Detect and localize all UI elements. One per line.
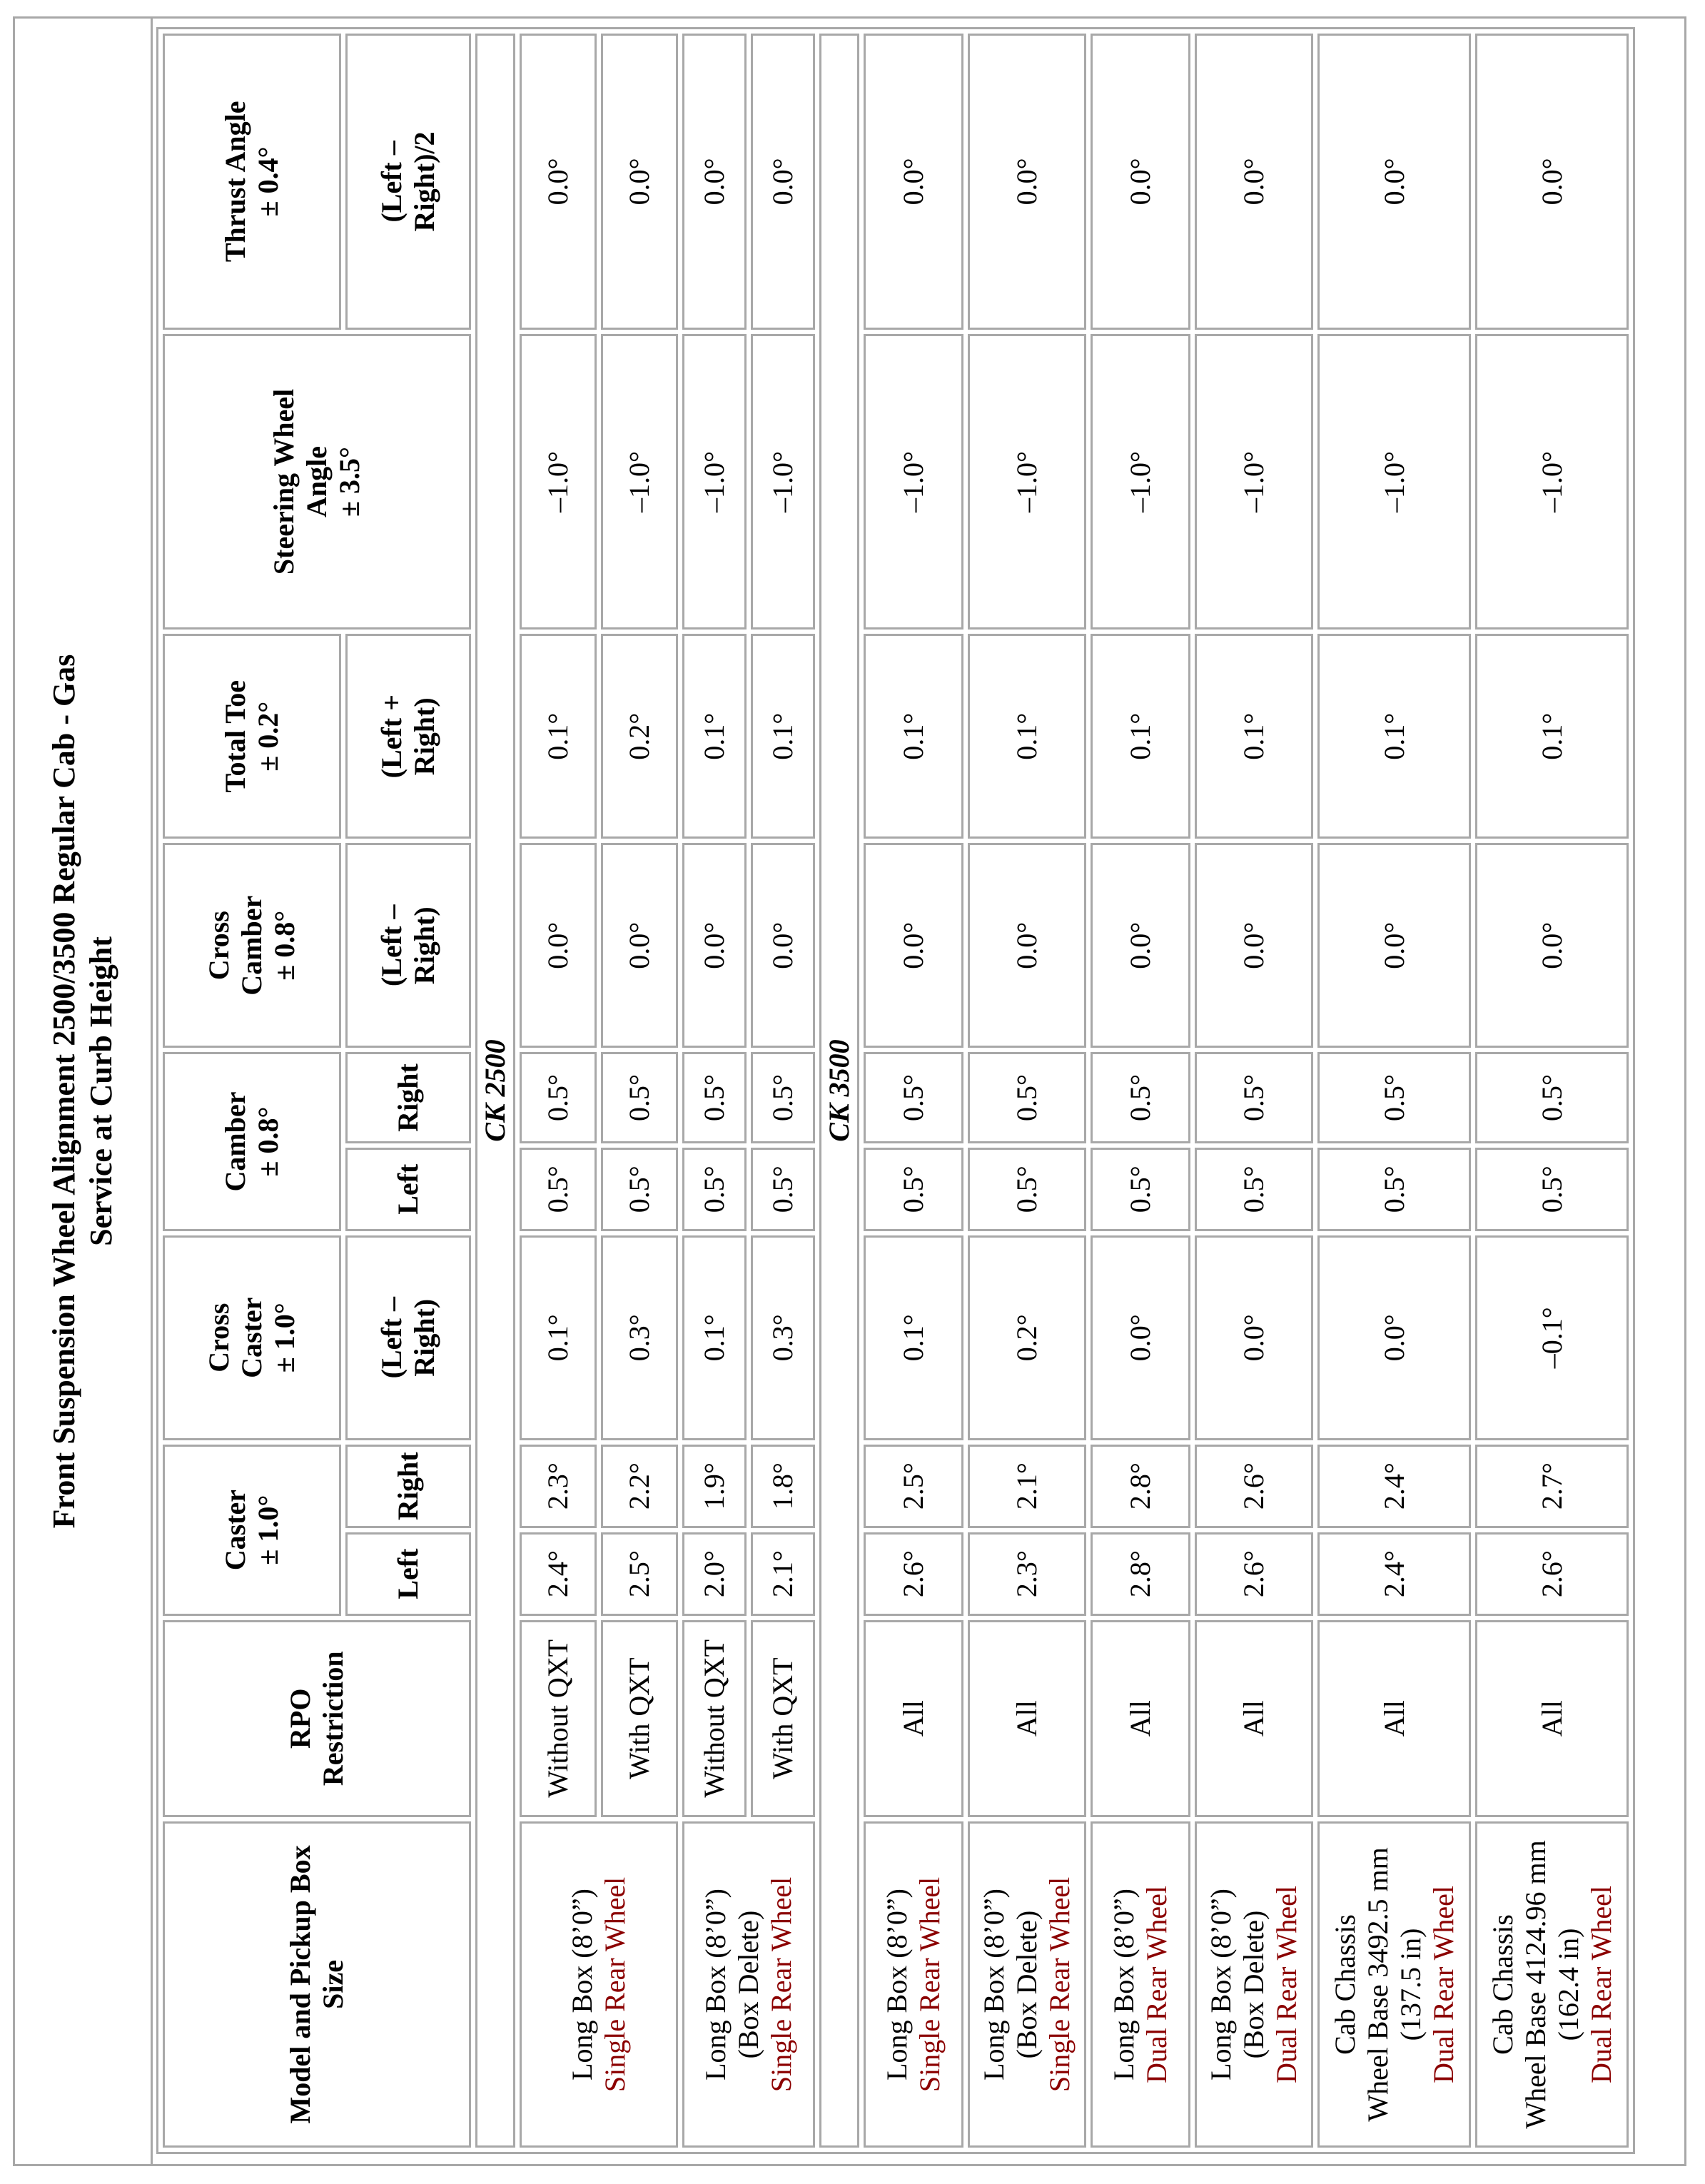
total-toe-cell: 0.1°: [1091, 634, 1190, 839]
camber-left-cell: 0.5°: [520, 1148, 597, 1231]
camber-right-cell: 0.5°: [682, 1052, 747, 1143]
header-camber-left: Left: [345, 1148, 471, 1231]
steering-angle-cell: –1.0°: [864, 334, 963, 630]
table-row: [864, 34, 963, 2148]
caster-right-cell: 2.6°: [1195, 1445, 1313, 1528]
header-total-toe: Total Toe ± 0.2°: [163, 634, 341, 839]
cross-caster-cell: 0.1°: [864, 1235, 963, 1440]
rpo-cell: All: [968, 1620, 1086, 1817]
cross-camber-cell: 0.0°: [601, 843, 678, 1048]
total-toe-cell: 0.1°: [968, 634, 1086, 839]
caster-right-cell: 1.8°: [751, 1445, 815, 1528]
camber-right-cell: 0.5°: [864, 1052, 963, 1143]
header-thrust: Thrust Angle ± 0.4°: [163, 34, 341, 330]
model-cell: Cab Chassis Wheel Base 3492.5 mm (137.5 in) Dual Rear Wheel: [1317, 1821, 1471, 2148]
model-cell: Long Box (8’0”) Single Rear Wheel: [864, 1821, 963, 2148]
camber-left-cell: 0.5°: [1317, 1148, 1471, 1231]
rpo-cell: All: [1195, 1620, 1313, 1817]
model-cell: Long Box (8’0”) Single Rear Wheel: [520, 1821, 678, 2148]
page-title: Front Suspension Wheel Alignment 2500/3500 Regular Cab - Gas: [46, 654, 81, 1529]
caster-left-cell: 2.4°: [520, 1532, 597, 1616]
header-camber: Camber ± 0.8°: [163, 1052, 341, 1230]
header-thrust-formula: (Left – Right)/2: [345, 34, 471, 330]
camber-left-cell: 0.5°: [968, 1148, 1086, 1231]
steering-angle-cell: –1.0°: [1091, 334, 1190, 630]
caster-right-cell: 2.1°: [968, 1445, 1086, 1528]
caster-left-cell: 2.8°: [1091, 1532, 1190, 1616]
cross-camber-cell: 0.0°: [682, 843, 747, 1048]
section-row: [819, 34, 859, 2148]
cross-caster-cell: 0.0°: [1091, 1235, 1190, 1440]
camber-left-cell: 0.5°: [1195, 1148, 1313, 1231]
thrust-angle-cell: 0.0°: [682, 34, 747, 330]
total-toe-cell: 0.2°: [601, 634, 678, 839]
camber-right-cell: 0.5°: [968, 1052, 1086, 1143]
cross-caster-cell: 0.2°: [968, 1235, 1086, 1440]
table-row: [682, 34, 747, 2148]
header-camber-right: Right: [345, 1052, 471, 1143]
cross-caster-cell: –0.1°: [1475, 1235, 1629, 1440]
thrust-angle-cell: 0.0°: [520, 34, 597, 330]
header-total-toe-formula: (Left + Right): [345, 634, 471, 839]
caster-left-cell: 2.5°: [601, 1532, 678, 1616]
total-toe-cell: 0.1°: [1195, 634, 1313, 839]
caster-right-cell: 2.5°: [864, 1445, 963, 1528]
steering-angle-cell: –1.0°: [968, 334, 1086, 630]
cross-caster-cell: 0.0°: [1317, 1235, 1471, 1440]
title-band: [15, 19, 153, 2164]
cross-caster-cell: 0.3°: [751, 1235, 815, 1440]
table-row: [968, 34, 1086, 2148]
camber-left-cell: 0.5°: [751, 1148, 815, 1231]
camber-right-cell: 0.5°: [1091, 1052, 1190, 1143]
total-toe-cell: 0.1°: [1317, 634, 1471, 839]
table-row: [1195, 34, 1313, 2148]
camber-right-cell: 0.5°: [1317, 1052, 1471, 1143]
header-row-1: [163, 34, 341, 2148]
cross-camber-cell: 0.0°: [1091, 843, 1190, 1048]
steering-angle-cell: –1.0°: [1195, 334, 1313, 630]
caster-left-cell: 2.3°: [968, 1532, 1086, 1616]
alignment-table: [156, 27, 1635, 2154]
total-toe-cell: 0.1°: [1475, 634, 1629, 839]
cross-camber-cell: 0.0°: [520, 843, 597, 1048]
steering-angle-cell: –1.0°: [682, 334, 747, 630]
header-cross-camber-formula: (Left – Right): [345, 843, 471, 1048]
section-row: [475, 34, 515, 2148]
steering-angle-cell: –1.0°: [751, 334, 815, 630]
steering-angle-cell: –1.0°: [1317, 334, 1471, 630]
header-rpo: RPO Restriction: [163, 1620, 471, 1817]
camber-right-cell: 0.5°: [1475, 1052, 1629, 1143]
thrust-angle-cell: 0.0°: [751, 34, 815, 330]
rpo-cell: All: [1475, 1620, 1629, 1817]
thrust-angle-cell: 0.0°: [864, 34, 963, 330]
thrust-angle-cell: 0.0°: [1317, 34, 1471, 330]
header-caster-right: Right: [345, 1445, 471, 1528]
cross-caster-cell: 0.3°: [601, 1235, 678, 1440]
table-row: [1091, 34, 1190, 2148]
caster-right-cell: 2.7°: [1475, 1445, 1629, 1528]
cross-caster-cell: 0.0°: [1195, 1235, 1313, 1440]
cross-camber-cell: 0.0°: [1317, 843, 1471, 1048]
cross-camber-cell: 0.0°: [968, 843, 1086, 1048]
camber-left-cell: 0.5°: [864, 1148, 963, 1231]
cross-camber-cell: 0.0°: [864, 843, 963, 1048]
table-row: [1475, 34, 1629, 2148]
total-toe-cell: 0.1°: [864, 634, 963, 839]
rpo-cell: With QXT: [751, 1620, 815, 1817]
rpo-cell: With QXT: [601, 1620, 678, 1817]
rpo-cell: All: [1091, 1620, 1190, 1817]
thrust-angle-cell: 0.0°: [1195, 34, 1313, 330]
caster-right-cell: 2.2°: [601, 1445, 678, 1528]
caster-left-cell: 2.1°: [751, 1532, 815, 1616]
rpo-cell: All: [864, 1620, 963, 1817]
table-row: [520, 34, 597, 2148]
steering-angle-cell: –1.0°: [601, 334, 678, 630]
header-model: Model and Pickup Box Size: [163, 1821, 471, 2148]
caster-right-cell: 2.3°: [520, 1445, 597, 1528]
camber-right-cell: 0.5°: [751, 1052, 815, 1143]
thrust-angle-cell: 0.0°: [1475, 34, 1629, 330]
model-cell: Long Box (8’0”) (Box Delete) Single Rear Wheel: [968, 1821, 1086, 2148]
cross-caster-cell: 0.1°: [520, 1235, 597, 1440]
camber-right-cell: 0.5°: [1195, 1052, 1313, 1143]
model-cell: Long Box (8’0”) (Box Delete) Dual Rear Wheel: [1195, 1821, 1313, 2148]
steering-angle-cell: –1.0°: [1475, 334, 1629, 630]
total-toe-cell: 0.1°: [682, 634, 747, 839]
caster-left-cell: 2.6°: [1475, 1532, 1629, 1616]
table-row: [1317, 34, 1471, 2148]
section-label-ck3500: CK 3500: [819, 34, 859, 2148]
caster-left-cell: 2.6°: [1195, 1532, 1313, 1616]
camber-left-cell: 0.5°: [601, 1148, 678, 1231]
page-subtitle: Service at Curb Height: [84, 936, 118, 1246]
section-label-ck2500: CK 2500: [475, 34, 515, 2148]
rpo-cell: Without QXT: [520, 1620, 597, 1817]
caster-left-cell: 2.0°: [682, 1532, 747, 1616]
model-cell: Long Box (8’0”) (Box Delete) Single Rear Wheel: [682, 1821, 815, 2148]
cross-camber-cell: 0.0°: [751, 843, 815, 1048]
cross-caster-cell: 0.1°: [682, 1235, 747, 1440]
camber-left-cell: 0.5°: [682, 1148, 747, 1231]
rpo-cell: Without QXT: [682, 1620, 747, 1817]
camber-left-cell: 0.5°: [1091, 1148, 1190, 1231]
caster-left-cell: 2.6°: [864, 1532, 963, 1616]
total-toe-cell: 0.1°: [520, 634, 597, 839]
header-caster-left: Left: [345, 1532, 471, 1616]
header-steering: Steering Wheel Angle ± 3.5°: [163, 334, 471, 630]
header-cross-caster-formula: (Left – Right): [345, 1235, 471, 1440]
thrust-angle-cell: 0.0°: [601, 34, 678, 330]
header-cross-camber: Cross Camber ± 0.8°: [163, 843, 341, 1048]
camber-right-cell: 0.5°: [520, 1052, 597, 1143]
camber-right-cell: 0.5°: [601, 1052, 678, 1143]
header-cross-caster: Cross Caster ± 1.0°: [163, 1235, 341, 1440]
cross-camber-cell: 0.0°: [1195, 843, 1313, 1048]
caster-right-cell: 2.4°: [1317, 1445, 1471, 1528]
thrust-angle-cell: 0.0°: [1091, 34, 1190, 330]
caster-left-cell: 2.4°: [1317, 1532, 1471, 1616]
rpo-cell: All: [1317, 1620, 1471, 1817]
caster-right-cell: 1.9°: [682, 1445, 747, 1528]
model-cell: Long Box (8’0”) Dual Rear Wheel: [1091, 1821, 1190, 2148]
document-frame: [13, 16, 1686, 2166]
camber-left-cell: 0.5°: [1475, 1148, 1629, 1231]
model-cell: Cab Chassis Wheel Base 4124.96 mm (162.4 in) Dual Rear Wheel: [1475, 1821, 1629, 2148]
header-caster: Caster ± 1.0°: [163, 1445, 341, 1616]
total-toe-cell: 0.1°: [751, 634, 815, 839]
cross-camber-cell: 0.0°: [1475, 843, 1629, 1048]
caster-right-cell: 2.8°: [1091, 1445, 1190, 1528]
thrust-angle-cell: 0.0°: [968, 34, 1086, 330]
steering-angle-cell: –1.0°: [520, 334, 597, 630]
